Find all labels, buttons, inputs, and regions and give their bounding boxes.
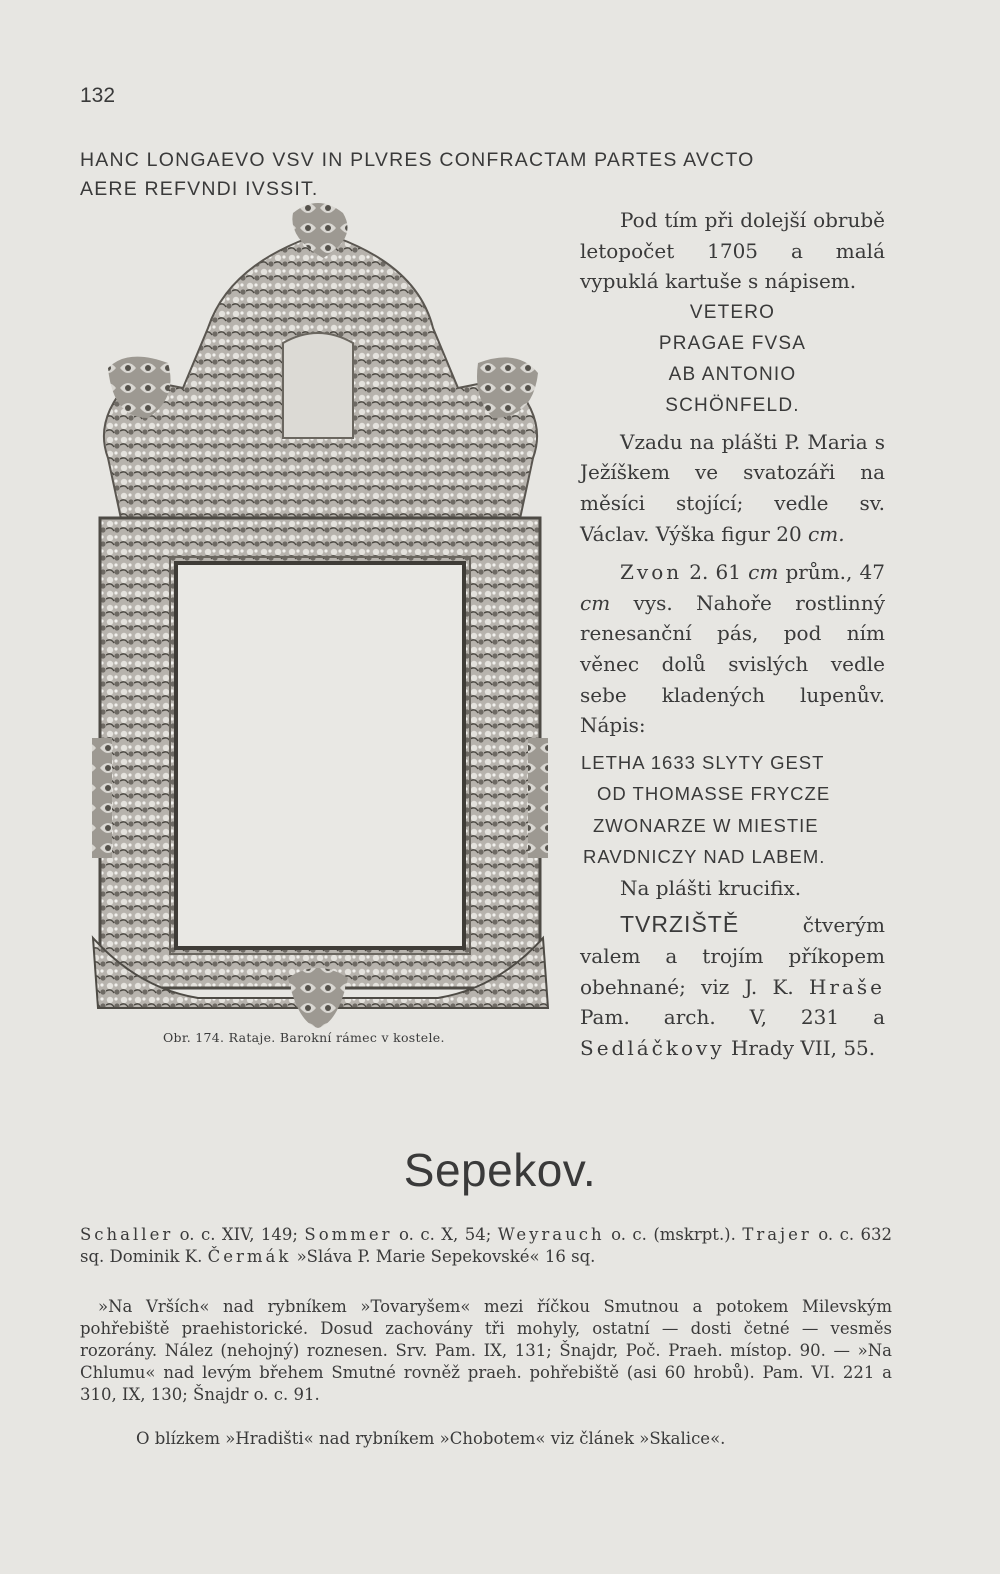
bell-inscription-line: OD THOMASSE FRYCZE [597,783,831,805]
tvrziste-text-b: Pam. arch. V, 231 a [580,1005,885,1030]
section-title: Sepekov. [403,1144,597,1196]
cartouche-line: VETERO [689,301,776,323]
biblio-text: »Sláva P. Marie Sepekovské« 16 sq. [291,1247,596,1266]
note-hradiste [80,1428,892,1450]
author-name: Sommer [304,1225,393,1244]
biblio-text: o. c. (mskrpt.). [604,1225,743,1244]
paragraph-mantle [580,427,885,549]
cartouche-line: PRAGAE FVSA [658,332,807,354]
note-paragraph: O blízkem »Hradišti« nad rybníkem »Chobotem« viz článek »Skalice«. [136,1429,726,1448]
tvrziste-text-c: Hrady VII, 55. [724,1035,876,1060]
author-name: Čermák [207,1247,292,1266]
baroque-frame-illustration [78,198,558,1028]
bell-inscription [580,747,885,873]
place-name: TVRZIŠTĚ [620,911,740,938]
bell-text-a: 2. 61 [682,560,749,585]
paragraph-bell [580,557,885,741]
note-paragraph: »Na Vrších« nad rybníkem »Tovaryšem« mezi říčkou Smutnou a potokem Milevským pohřebiště praehistorické. Dosud zachovány tři mohyly, ostatní — dosti četné — vesměs rozorány. Nález (nehojný) roznesen. Srv. Pam. IX, 131; Šnajdr, Poč. Praeh. místop. 90. — »Na Chlumu« nad levým břehem Smutné rovněž praeh. pohřebiště (asi 60 hrobů). Pam. VI. 221 a 310, IX, 130; Šnajdr o. c. 91. [80,1297,892,1404]
unit-cm: cm. [808,521,845,546]
bibliography [80,1224,892,1268]
cartouche-inscription [580,297,885,421]
bell-text-b: prům., 47 [778,560,886,585]
paragraph-tvrziste [580,909,885,1063]
bell-word: Zvon [620,560,683,585]
author-name: Sedláčkovy [580,1035,725,1060]
page-number: 132 [80,84,116,107]
bell-inscription-line: RAVDNICZY NAD LABEM. [583,846,826,868]
biblio-text: o. c. XIV, 149; [173,1225,305,1244]
author-name: Schaller [80,1225,174,1244]
mantle-text: Vzadu na plášti P. Maria s Ježíškem ve svatozáři na měsíci stojící; vedle sv. Václav. Výška figur 20 [580,429,885,546]
paragraph-crucifix: Na plášti krucifix. [620,875,802,900]
figure-caption: Obr. 174. Rataje. Barokní rámec v kostele. [163,1030,445,1045]
cartouche-line: SCHÖNFELD. [665,394,800,416]
bell-inscription-line: ZWONARZE W MIESTIE [593,814,819,836]
author-name: Trajer [742,1225,812,1244]
cartouche-line: AB ANTONIO [668,363,797,385]
author-name: Weyrauch [497,1225,605,1244]
bibliography-text [80,1224,892,1268]
inscription-line-1: HANC LONGAEVO VSV IN PLVRES CONFRACTAM PARTES AVCTO [80,149,755,171]
author-name: Hraše [808,974,885,999]
tvrziste-text-a: čtverým valem a trojím příkopem obehnané; viz J. K. [580,913,885,999]
header-inscription [80,146,755,204]
bell-text-c: vys. Nahoře rostlinný renesanční pás, pod ním věnec dolů svislých vedle sebe kladených lupenův. Nápis: [580,590,885,738]
inscription-line-2: AERE REFVNDI IVSSIT. [80,178,319,200]
unit-cm: cm [748,560,779,585]
paragraph-cartouche: Pod tím při dolejší obrubě letopočet 1705 a malá vypuklá kartuše s nápisem. [580,208,885,294]
note-prehistoric [80,1296,892,1406]
biblio-text: o. c. X, 54; [392,1225,498,1244]
right-column [580,205,885,1063]
bell-inscription-line: LETHA 1633 SLYTY GEST [581,751,825,773]
unit-cm: cm [580,590,611,615]
biblio-text: o. c. 632 sq. Dominik K. [80,1225,892,1266]
